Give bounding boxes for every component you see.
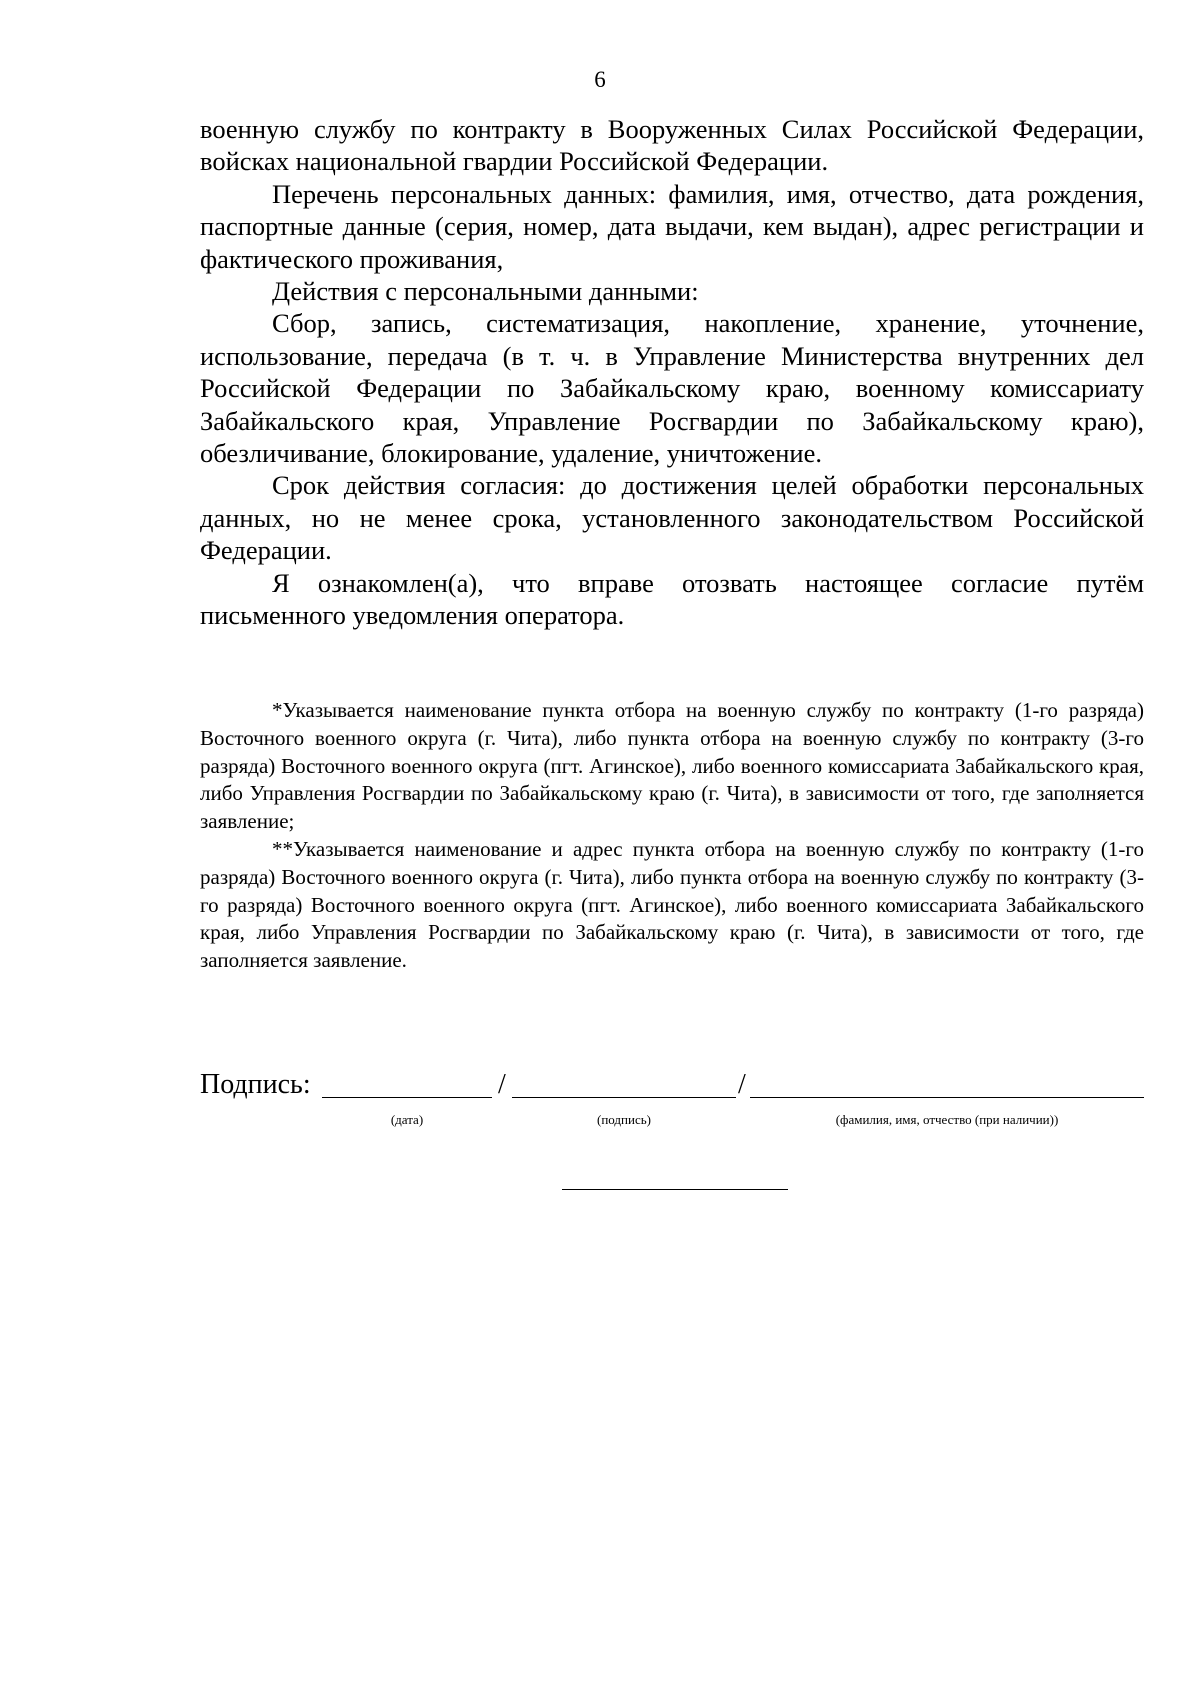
footnotes	[200, 697, 1144, 975]
date-field-line[interactable]	[322, 1097, 492, 1098]
footnote-2: **Указывается наименование и адрес пункта отбора на военную службу по контракту (1-го разряда) Восточного военного округа (г. Чита), либо пункта отбора на военную службу по контракту (3-го разряда) Восточного военного округа (пгт. Агинское), либо военного комиссариата Забайкальского края, либо Управления Росгвардии по Забайкальскому краю (г. Чита), в зависимости от того, где заполняется заявление.	[200, 836, 1144, 973]
page-number: 6	[594, 67, 606, 92]
footnote-1: *Указывается наименование пункта отбора на военную службу по контракту (1-го разряда) Восточного военного округа (г. Чита), либо пункта отбора на военную службу по контракту (3-го разряда) Восточного военного округа (пгт. Агинское), либо военного комиссариата Забайкальского края, либо Управления Росгвардии по Забайкальскому краю (г. Чита), в зависимости от того, где заполняется заявление;	[200, 698, 1144, 834]
signature-field-line[interactable]	[512, 1097, 736, 1098]
paragraph-actions-list: Сбор, запись, систематизация, накопление, хранение, уточнение, использование, передача (в т. ч. в Управление Министерства внутренних дел Российской Федерации по Забайкальскому краю, военному комиссариату Забайкальского края, Управление Росгвардии по Забайкальскому краю), обезличивание, блокирование, удаление, уничтожение.	[200, 308, 1144, 469]
paragraph-revocation: Я ознакомлен(а), что вправе отозвать настоящее согласие путём письменного уведомления оператора.	[200, 567, 1144, 631]
signature-label: Подпись:	[200, 1069, 311, 1100]
end-of-document-rule	[562, 1189, 788, 1190]
caption-signature: (подпись)	[597, 1112, 651, 1127]
consent-body	[200, 113, 1144, 632]
paragraph-personal-data-list: Перечень персональных данных: фамилия, имя, отчество, дата рождения, паспортные данные (серия, номер, дата выдачи, кем выдан), адрес регистрации и фактического проживания,	[200, 178, 1144, 274]
full-name-field-line[interactable]	[750, 1097, 1144, 1098]
separator-slash-1: /	[498, 1069, 506, 1100]
paragraph-service: военную службу по контракту в Вооруженных Силах Российской Федерации, войсках национальной гвардии Российской Федерации.	[200, 114, 1144, 177]
caption-date: (дата)	[390, 1112, 424, 1127]
caption-full-name: (фамилия, имя, отчество (при наличии))	[835, 1112, 1059, 1127]
signature-row	[200, 1067, 1144, 1107]
separator-slash-2: /	[738, 1069, 746, 1100]
paragraph-actions-heading: Действия с персональными данными:	[272, 276, 699, 307]
paragraph-validity-term: Срок действия согласия: до достижения целей обработки персональных данных, но не менее срока, установленного законодательством Российской Федерации.	[200, 470, 1144, 566]
